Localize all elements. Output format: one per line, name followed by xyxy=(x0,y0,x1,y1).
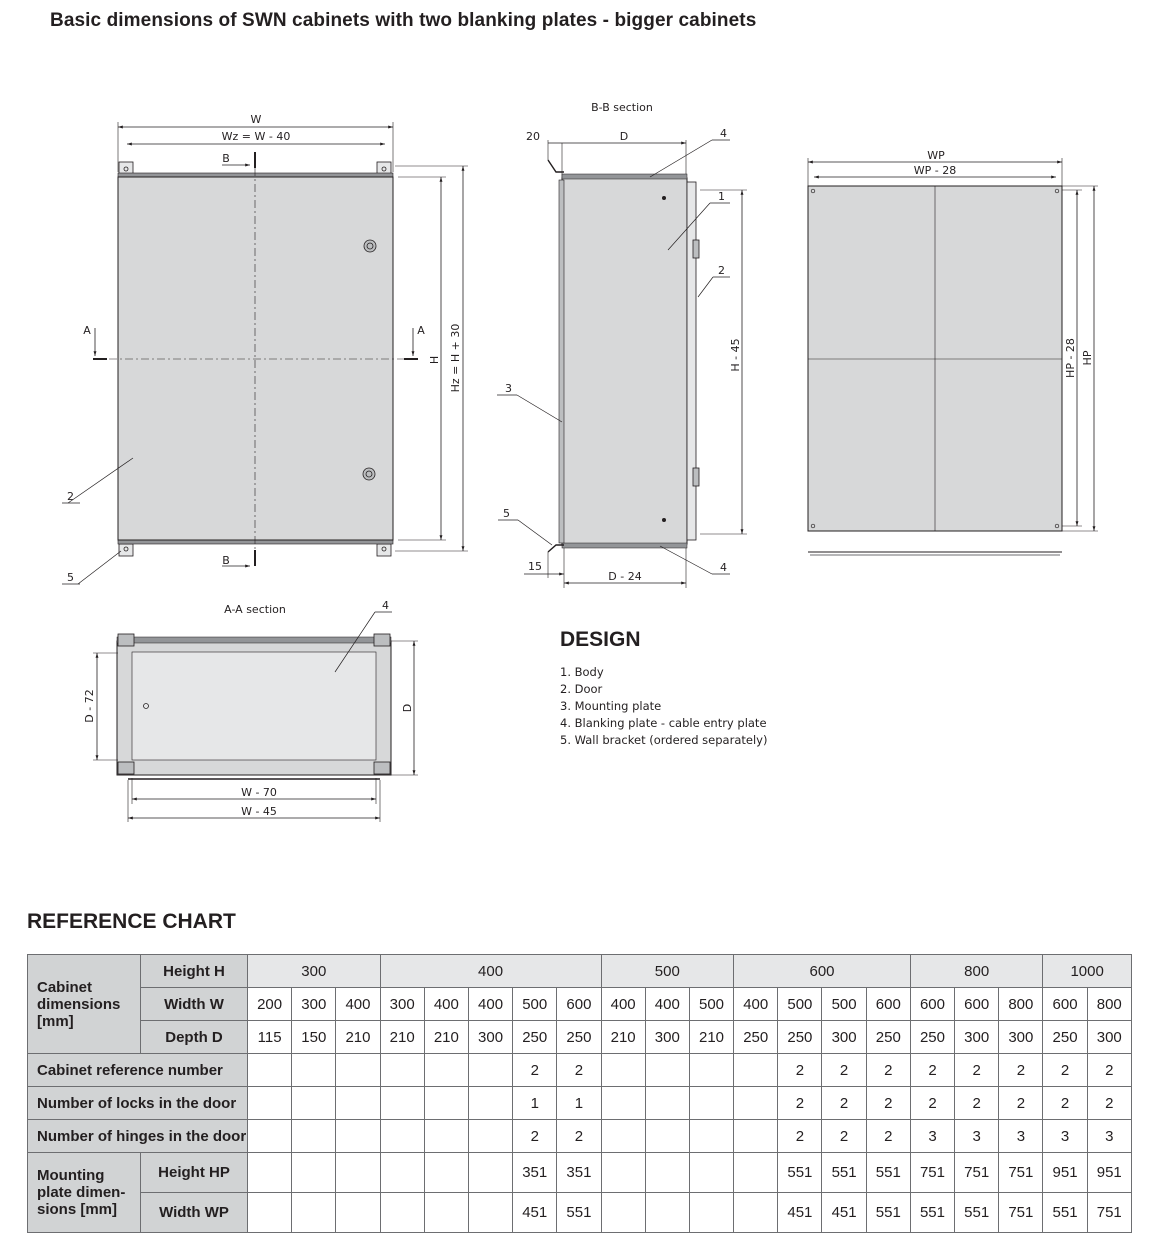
locks-cell xyxy=(601,1087,645,1120)
ref-number-cell: 2 xyxy=(910,1054,954,1087)
aa-section-drawing xyxy=(83,599,418,822)
hp-cell xyxy=(601,1153,645,1193)
ref-number-cell xyxy=(292,1054,336,1087)
row-width-wp xyxy=(28,1193,1132,1233)
lock-icon xyxy=(364,240,376,252)
locks-cell: 2 xyxy=(910,1087,954,1120)
hinges-cell xyxy=(734,1120,778,1153)
hinges-cell: 2 xyxy=(513,1120,557,1153)
dim-20-label: 20 xyxy=(526,130,540,143)
dim-d-label: D xyxy=(401,703,414,713)
callout-3: 3 xyxy=(505,382,512,395)
ref-number-cell xyxy=(734,1054,778,1087)
hinges-cell: 2 xyxy=(866,1120,910,1153)
locks-cell: 2 xyxy=(778,1087,822,1120)
design-item: 5. Wall bracket (ordered separately) xyxy=(560,733,768,747)
hinges-label: Number of hinges in the door xyxy=(28,1120,248,1153)
locks-cell xyxy=(292,1087,336,1120)
width-cell: 400 xyxy=(601,988,645,1021)
section-a-label: A xyxy=(417,324,425,337)
width-cell: 600 xyxy=(955,988,999,1021)
ref-number-cell xyxy=(601,1054,645,1087)
design-item: 4. Blanking plate - cable entry plate xyxy=(560,716,767,730)
locks-cell: 2 xyxy=(866,1087,910,1120)
ref-number-cell xyxy=(645,1054,689,1087)
width-cell: 200 xyxy=(248,988,292,1021)
locks-cell: 1 xyxy=(557,1087,601,1120)
hinges-cell: 3 xyxy=(910,1120,954,1153)
height-group: 1000 xyxy=(1043,955,1131,988)
aa-section-title: A-A section xyxy=(224,603,286,616)
row-locks xyxy=(28,1087,1132,1120)
ref-number-cell: 2 xyxy=(778,1054,822,1087)
ref-number-cell xyxy=(424,1054,468,1087)
hp-cell xyxy=(645,1153,689,1193)
hp-cell xyxy=(292,1153,336,1193)
hinges-cell xyxy=(336,1120,380,1153)
height-group: 600 xyxy=(734,955,911,988)
locks-cell: 2 xyxy=(1087,1087,1131,1120)
hp-cell xyxy=(336,1153,380,1193)
width-cell: 400 xyxy=(424,988,468,1021)
hp-cell: 551 xyxy=(822,1153,866,1193)
hp-cell: 551 xyxy=(866,1153,910,1193)
width-cell: 400 xyxy=(734,988,778,1021)
wp-cell: 451 xyxy=(778,1193,822,1233)
dim-d24-label: D - 24 xyxy=(608,570,642,583)
width-cell: 500 xyxy=(689,988,733,1021)
depth-cell: 250 xyxy=(910,1021,954,1054)
depth-cell: 210 xyxy=(380,1021,424,1054)
callout-4: 4 xyxy=(720,561,727,574)
depth-cell: 115 xyxy=(248,1021,292,1054)
dim-w70-label: W - 70 xyxy=(241,786,277,799)
depth-cell: 250 xyxy=(734,1021,778,1054)
bb-section-drawing xyxy=(497,101,747,588)
ref-number-cell xyxy=(380,1054,424,1087)
height-group: 500 xyxy=(601,955,734,988)
depth-cell: 250 xyxy=(778,1021,822,1054)
hp-cell: 751 xyxy=(955,1153,999,1193)
design-list xyxy=(560,664,767,749)
hinges-cell xyxy=(424,1120,468,1153)
callout-5: 5 xyxy=(67,571,74,584)
hinges-cell xyxy=(292,1120,336,1153)
lock-icon xyxy=(363,468,375,480)
design-item: 1. Body xyxy=(560,665,604,679)
ref-number-cell: 2 xyxy=(999,1054,1043,1087)
hinges-cell: 2 xyxy=(778,1120,822,1153)
depth-cell: 250 xyxy=(866,1021,910,1054)
width-w-label: Width W xyxy=(141,988,248,1021)
row-reference-number xyxy=(28,1054,1132,1087)
depth-cell: 300 xyxy=(1087,1021,1131,1054)
hinges-cell: 3 xyxy=(1043,1120,1087,1153)
hinges-cell xyxy=(468,1120,512,1153)
wp-cell xyxy=(468,1193,512,1233)
depth-d-label: Depth D xyxy=(141,1021,248,1054)
width-cell: 300 xyxy=(292,988,336,1021)
hp-cell: 751 xyxy=(910,1153,954,1193)
hp-cell xyxy=(380,1153,424,1193)
hinges-cell xyxy=(645,1120,689,1153)
wp-cell xyxy=(601,1193,645,1233)
hp-cell: 951 xyxy=(1087,1153,1131,1193)
width-cell: 500 xyxy=(822,988,866,1021)
wp-cell: 451 xyxy=(822,1193,866,1233)
wp-cell xyxy=(645,1193,689,1233)
depth-cell: 210 xyxy=(601,1021,645,1054)
dim-h45-label: H - 45 xyxy=(729,338,742,372)
hinges-cell xyxy=(248,1120,292,1153)
hinges-cell: 3 xyxy=(955,1120,999,1153)
depth-cell: 210 xyxy=(689,1021,733,1054)
depth-cell: 150 xyxy=(292,1021,336,1054)
ref-number-cell: 2 xyxy=(557,1054,601,1087)
wp-cell: 551 xyxy=(866,1193,910,1233)
locks-cell: 2 xyxy=(1043,1087,1087,1120)
hp-cell: 751 xyxy=(999,1153,1043,1193)
ref-number-cell xyxy=(468,1054,512,1087)
wall-bracket xyxy=(119,544,133,556)
hinges-cell xyxy=(689,1120,733,1153)
section-b-label: B xyxy=(222,554,230,567)
dim-15-label: 15 xyxy=(528,560,542,573)
width-cell: 600 xyxy=(910,988,954,1021)
wp-cell xyxy=(336,1193,380,1233)
depth-cell: 300 xyxy=(999,1021,1043,1054)
design-item: 3. Mounting plate xyxy=(560,699,662,713)
hinges-cell xyxy=(380,1120,424,1153)
depth-cell: 250 xyxy=(513,1021,557,1054)
height-group: 300 xyxy=(248,955,381,988)
cabinet-body-section xyxy=(562,178,687,544)
dim-hp-label: HP xyxy=(1081,350,1094,366)
locks-cell xyxy=(336,1087,380,1120)
height-hp-label: Height HP xyxy=(141,1153,248,1193)
dim-wp28-label: WP - 28 xyxy=(913,164,957,177)
hinges-cell: 3 xyxy=(999,1120,1043,1153)
wall-bracket xyxy=(377,544,391,556)
wp-cell: 751 xyxy=(1087,1193,1131,1233)
design-heading: DESIGN xyxy=(560,628,641,651)
reference-number-label: Cabinet reference number xyxy=(28,1054,248,1087)
ref-number-cell xyxy=(689,1054,733,1087)
width-cell: 800 xyxy=(1087,988,1131,1021)
width-wp-label: Width WP xyxy=(141,1193,248,1233)
wp-cell xyxy=(734,1193,778,1233)
locks-cell xyxy=(734,1087,778,1120)
wp-cell xyxy=(292,1193,336,1233)
width-cell: 600 xyxy=(557,988,601,1021)
ref-number-cell xyxy=(248,1054,292,1087)
cabinet-door xyxy=(118,177,393,540)
locks-cell xyxy=(248,1087,292,1120)
callout-2: 2 xyxy=(67,490,74,503)
section-a-label: A xyxy=(83,324,91,337)
hp-cell xyxy=(468,1153,512,1193)
wp-cell: 451 xyxy=(513,1193,557,1233)
locks-cell xyxy=(689,1087,733,1120)
hp-cell xyxy=(248,1153,292,1193)
locks-cell: 2 xyxy=(999,1087,1043,1120)
ref-number-cell: 2 xyxy=(955,1054,999,1087)
hp-cell: 951 xyxy=(1043,1153,1087,1193)
hp-cell xyxy=(424,1153,468,1193)
dim-wp-label: WP xyxy=(927,149,945,162)
reference-chart-heading: REFERENCE CHART xyxy=(27,910,236,933)
row-width-w xyxy=(28,988,1132,1021)
cabinet-dimensions-label: Cabinet dimensions [mm] xyxy=(28,955,141,1054)
hinges-cell: 2 xyxy=(822,1120,866,1153)
mounting-plate-drawing xyxy=(808,149,1098,555)
wp-cell: 551 xyxy=(557,1193,601,1233)
locks-label: Number of locks in the door xyxy=(28,1087,248,1120)
wp-cell: 751 xyxy=(999,1193,1043,1233)
depth-cell: 250 xyxy=(557,1021,601,1054)
hp-cell xyxy=(734,1153,778,1193)
ref-number-cell: 2 xyxy=(866,1054,910,1087)
depth-cell: 210 xyxy=(336,1021,380,1054)
section-b-label: B xyxy=(222,152,230,165)
wp-cell xyxy=(424,1193,468,1233)
dim-hp28-label: HP - 28 xyxy=(1064,338,1077,378)
wall-bracket xyxy=(119,162,133,174)
locks-cell: 1 xyxy=(513,1087,557,1120)
width-cell: 500 xyxy=(778,988,822,1021)
reference-chart-table xyxy=(27,954,1132,1233)
dim-w45-label: W - 45 xyxy=(241,805,277,818)
depth-cell: 300 xyxy=(645,1021,689,1054)
width-cell: 400 xyxy=(468,988,512,1021)
hp-cell: 551 xyxy=(778,1153,822,1193)
callout-4: 4 xyxy=(382,599,389,612)
dim-hz-label: Hz = H + 30 xyxy=(449,323,462,393)
width-cell: 600 xyxy=(866,988,910,1021)
width-cell: 600 xyxy=(1043,988,1087,1021)
callout-1: 1 xyxy=(718,190,725,203)
callout-5: 5 xyxy=(503,507,510,520)
dim-h-label: H xyxy=(428,355,441,365)
locks-cell xyxy=(645,1087,689,1120)
height-group: 800 xyxy=(910,955,1043,988)
locks-cell xyxy=(424,1087,468,1120)
row-height-hp xyxy=(28,1153,1132,1193)
height-h-label: Height H xyxy=(141,955,248,988)
ref-number-cell: 2 xyxy=(513,1054,557,1087)
wp-cell: 551 xyxy=(955,1193,999,1233)
locks-cell xyxy=(468,1087,512,1120)
wp-cell xyxy=(248,1193,292,1233)
hinges-cell xyxy=(601,1120,645,1153)
hinges-cell: 2 xyxy=(557,1120,601,1153)
height-group: 400 xyxy=(380,955,601,988)
bb-section-title: B-B section xyxy=(591,101,653,114)
hp-cell xyxy=(689,1153,733,1193)
locks-cell xyxy=(380,1087,424,1120)
ref-number-cell: 2 xyxy=(1043,1054,1087,1087)
dim-wz-label: Wz = W - 40 xyxy=(221,130,291,143)
width-cell: 400 xyxy=(336,988,380,1021)
callout-2: 2 xyxy=(718,264,725,277)
front-view-drawing xyxy=(62,113,468,584)
width-cell: 800 xyxy=(999,988,1043,1021)
row-depth-d xyxy=(28,1021,1132,1054)
depth-cell: 300 xyxy=(955,1021,999,1054)
depth-cell: 250 xyxy=(1043,1021,1087,1054)
wp-cell xyxy=(380,1193,424,1233)
row-hinges xyxy=(28,1120,1132,1153)
locks-cell: 2 xyxy=(822,1087,866,1120)
wp-cell: 551 xyxy=(1043,1193,1087,1233)
depth-cell: 300 xyxy=(822,1021,866,1054)
ref-number-cell: 2 xyxy=(1087,1054,1131,1087)
locks-cell: 2 xyxy=(955,1087,999,1120)
dim-w-label: W xyxy=(250,113,262,126)
page-title: Basic dimensions of SWN cabinets with two blanking plates - bigger cabinets xyxy=(50,10,757,31)
width-cell: 300 xyxy=(380,988,424,1021)
dim-d72-label: D - 72 xyxy=(83,689,96,723)
width-cell: 500 xyxy=(513,988,557,1021)
wall-bracket xyxy=(377,162,391,174)
row-height-h xyxy=(28,955,1132,988)
ref-number-cell xyxy=(336,1054,380,1087)
mounting-plate-label: Mounting plate dimen- sions [mm] xyxy=(28,1153,141,1233)
design-section xyxy=(560,628,767,749)
ref-number-cell: 2 xyxy=(822,1054,866,1087)
dim-d-label: D xyxy=(619,130,629,143)
depth-cell: 210 xyxy=(424,1021,468,1054)
wp-cell: 551 xyxy=(910,1193,954,1233)
depth-cell: 300 xyxy=(468,1021,512,1054)
width-cell: 400 xyxy=(645,988,689,1021)
hinges-cell: 3 xyxy=(1087,1120,1131,1153)
wp-cell xyxy=(689,1193,733,1233)
design-item: 2. Door xyxy=(560,682,603,696)
hp-cell: 351 xyxy=(513,1153,557,1193)
hp-cell: 351 xyxy=(557,1153,601,1193)
callout-4: 4 xyxy=(720,127,727,140)
